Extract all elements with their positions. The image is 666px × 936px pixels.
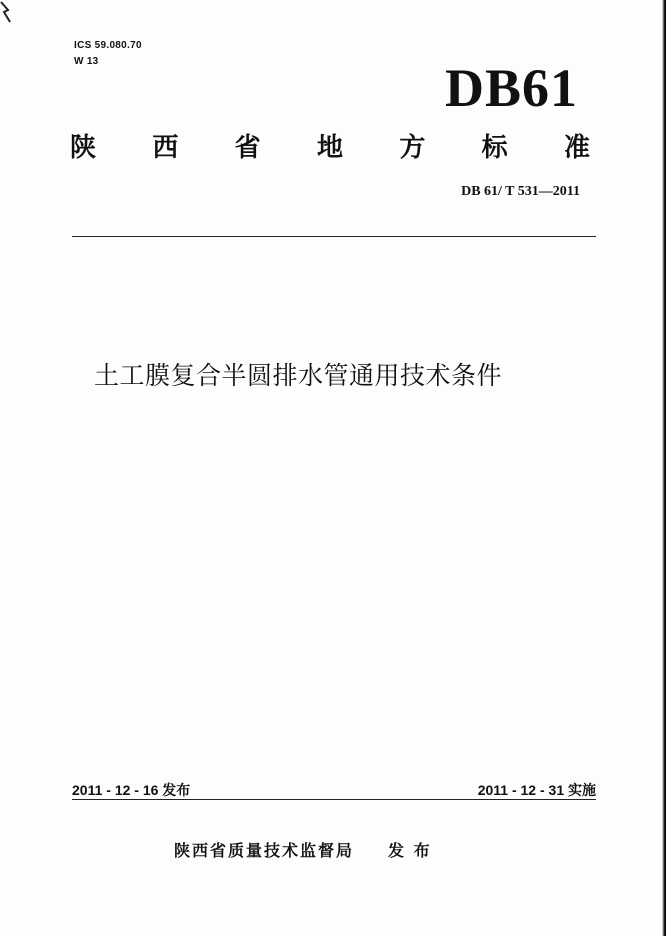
standard-type-heading	[70, 128, 590, 168]
issue-label: 发 布	[388, 841, 432, 860]
standard-type-char: 标	[481, 133, 508, 163]
classification-codes	[74, 38, 142, 70]
scan-corner-artifact	[0, 0, 16, 26]
ccs-code: W 13	[74, 56, 99, 67]
scan-edge-artifact	[662, 0, 666, 936]
standard-type-char: 省	[234, 133, 261, 163]
date-row	[72, 780, 596, 800]
standard-number: DB 61/ T 531—2011	[461, 184, 580, 199]
standard-type-char: 地	[316, 133, 343, 163]
standard-mark: DB61	[444, 58, 578, 118]
standard-type-char: 准	[563, 133, 590, 163]
issue-date: 2011 - 12 - 16 发布	[72, 782, 191, 798]
implementation-date: 2011 - 12 - 31 实施	[477, 782, 596, 798]
footer-divider	[72, 799, 596, 800]
standard-type-char: 陕	[70, 133, 97, 163]
standard-type-char: 方	[399, 133, 426, 163]
header-divider	[72, 236, 596, 237]
standard-type-char: 西	[152, 133, 179, 163]
publisher-line	[174, 840, 432, 862]
document-title: 土工膜复合半圆排水管通用技术条件	[94, 361, 503, 390]
ics-code: ICS 59.080.70	[74, 40, 142, 51]
issuing-authority: 陕西省质量技术监督局	[174, 841, 355, 860]
